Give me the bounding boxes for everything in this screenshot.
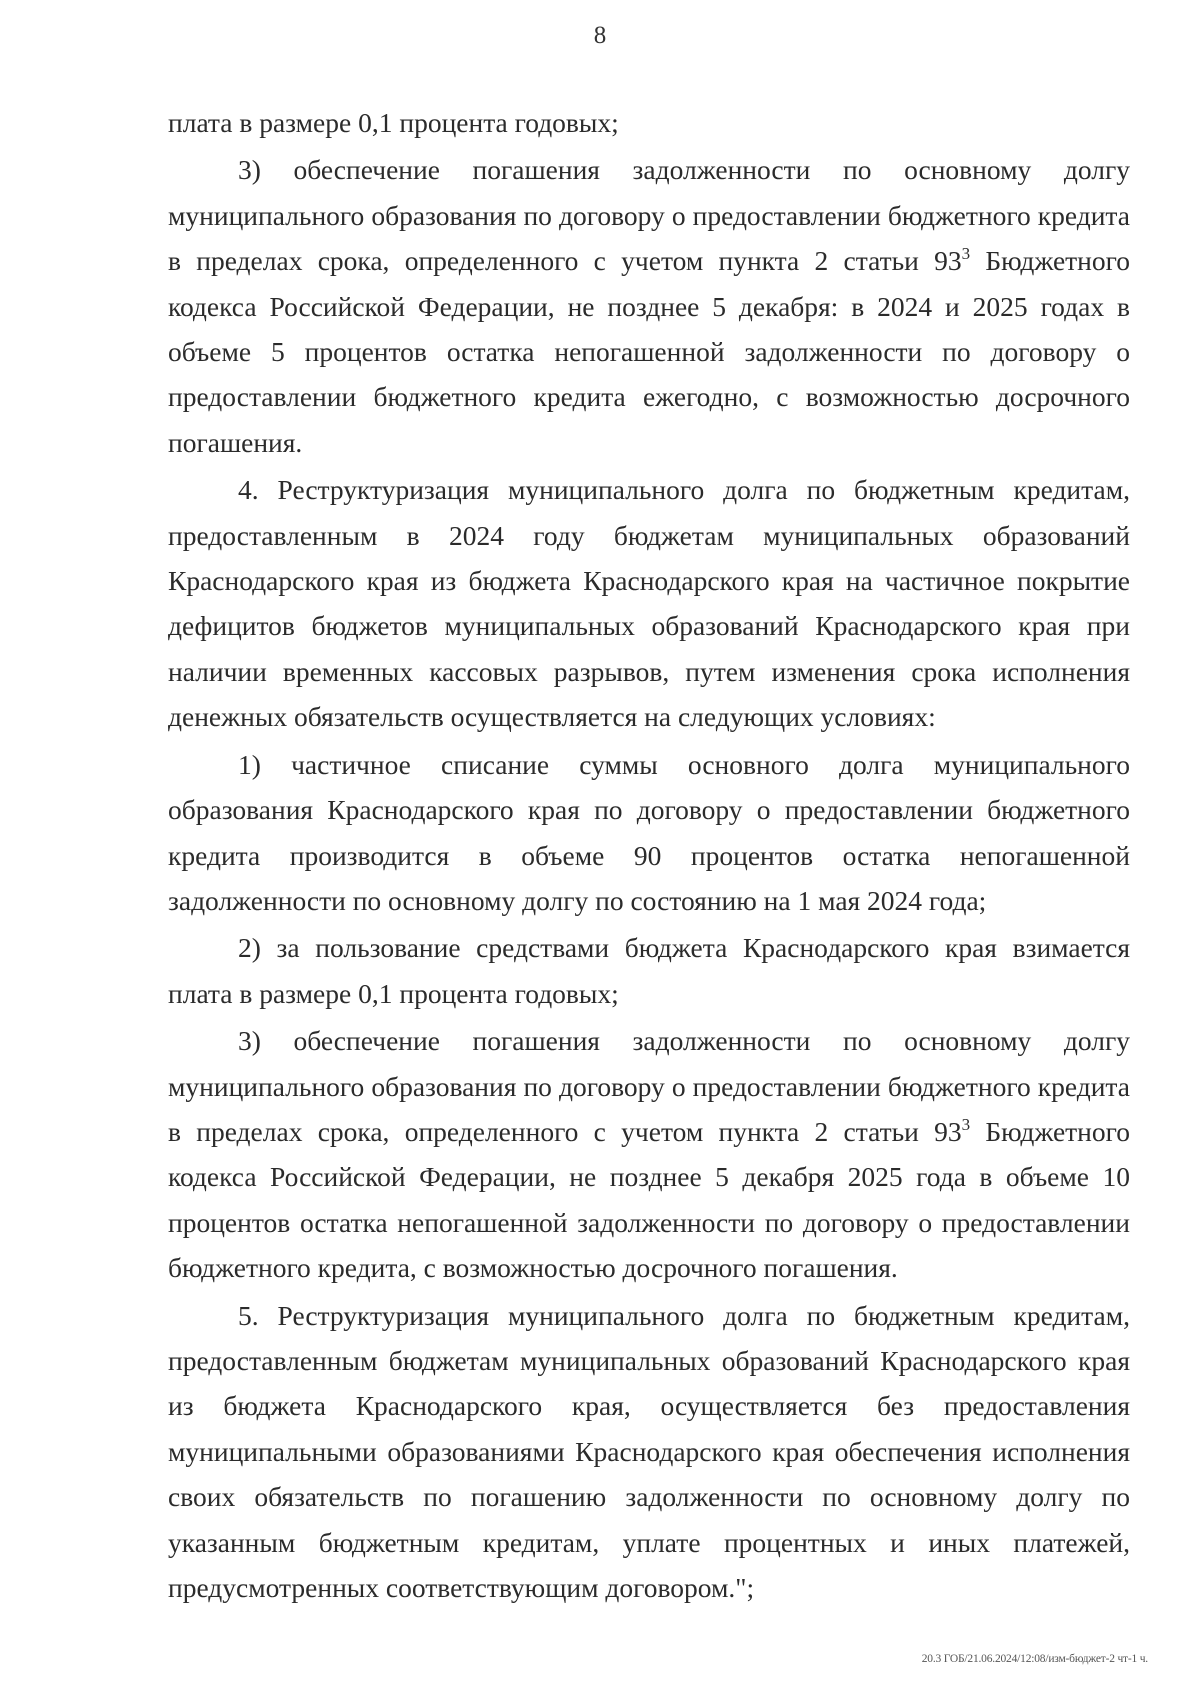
paragraph-text-part: 3) обеспечение погашения задолженности по основному долгу муниципального образования по договору о предоставлении бюджетного кредита в пределах срока, определенного с учетом пункта 2 статьи 93: [168, 1025, 1130, 1147]
paragraph-debt-repayment-2025: [168, 1018, 1130, 1290]
paragraph-usage-fee: 2) за пользование средствами бюджета Краснодарского края взимается плата в размере 0,1 процента годовых;: [168, 932, 1130, 1009]
paragraph-partial-write-off: 1) частичное списание суммы основного долга муниципального образования Краснодарского края по договору о предоставлении бюджетного кредита производится в объеме 90 процентов остатка непогашенной задолженности по основному долгу по состоянию на 1 мая 2024 года;: [168, 748, 1130, 916]
paragraph-text-part: Бюджетного кодекса Российской Федерации, не позднее 5 декабря 2025 года в объеме 10 процентов остатка непогашенной задолженности по договору о предоставлении бюджетного кредита, с возможностью досрочного погашения.: [168, 1115, 1130, 1284]
document-footer-stamp: 20.3 ГОБ/21.06.2024/12:08/изм-бюджет-2 чт-1 ч.: [921, 1653, 1148, 1665]
superscript-article-index: 3: [961, 244, 971, 264]
page-number: 8: [593, 22, 607, 49]
paragraph-text-part: Бюджетного кодекса Российской Федерации, не позднее 5 декабря: в 2024 и 2025 годах в объеме 5 процентов остатка непогашенной задолженности по договору о предоставлении бюджетного кредита ежегодно, с возможностью досрочного погашения.: [168, 245, 1130, 458]
paragraph-text-part: 3) обеспечение погашения задолженности по основному долгу муниципального образования по договору о предоставлении бюджетного кредита в пределах срока, определенного с учетом пункта 2 статьи 93: [168, 154, 1130, 277]
paragraph-section-5-restructuring: 5. Реструктуризация муниципального долга по бюджетным кредитам, предоставленным бюджетам муниципальных образований Краснодарского края из бюджета Краснодарского края, осуществляется без предоставления муниципальными образованиями Краснодарского края обеспечения исполнения своих обязательств по погашению задолженности по основному долгу по указанным бюджетным кредитам, уплате процентных и иных платежей, предусмотренных соответствующим договором.";: [168, 1299, 1130, 1603]
paragraph-payment-rate: плата в размере 0,1 процента годовых;: [168, 107, 619, 138]
document-body: [168, 100, 1130, 1612]
superscript-article-index: 3: [961, 1114, 971, 1134]
paragraph-debt-repayment-2024-2025: [168, 147, 1130, 465]
paragraph-section-4-restructuring: 4. Реструктуризация муниципального долга по бюджетным кредитам, предоставленным в 2024 году бюджетам муниципальных образований Краснодарского края из бюджета Краснодарского края на частичное покрытие дефицитов бюджетов муниципальных образований Краснодарского края при наличии временных кассовых разрывов, путем изменения срока исполнения денежных обязательств осуществляется на следующих условиях:: [168, 474, 1130, 733]
